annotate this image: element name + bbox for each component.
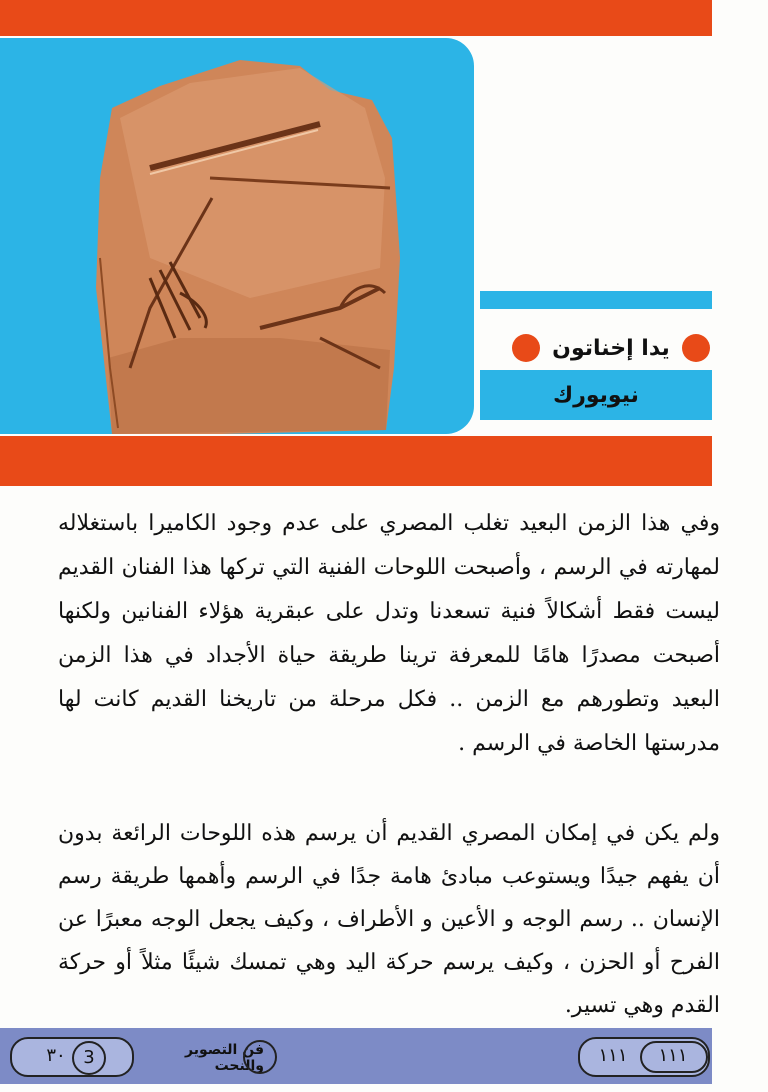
- orange-divider-band: [0, 436, 712, 486]
- caption-location: نيويورك: [553, 382, 639, 408]
- body-paragraph-2: ولم يكن في إمكان المصري القديم أن يرسم هذه اللوحات الرائعة بدون أن يفهم جيدًا ويستوعب مبادئ هامة جدًا في الرسم وأهمها طريقة رسم الإنسان .. رسم الوجه و الأعين و الأطراف ، وكيف يجعل الوجه معبرًا عن الفرح أو الحزن ، وكيف يرسم حركة اليد وهي تمسك شيئًا مثلاً أو حركة القدم وهي تسير.: [58, 821, 720, 1018]
- page-number-left-badge: [10, 1037, 134, 1077]
- page-number-right-a: ١١١: [598, 1045, 628, 1066]
- book-title: فن التصوير والنحت: [185, 1042, 264, 1074]
- footer-bar: [0, 1028, 712, 1084]
- chapter-number: 3: [72, 1041, 106, 1075]
- top-orange-bar: [0, 0, 712, 36]
- page-number-right-badge: [578, 1037, 710, 1077]
- caption-location-box: [480, 370, 712, 420]
- body-paragraph-1: وفي هذا الزمن البعيد تغلب المصري على عدم وجود الكاميرا باستغلاله لمهارته في الرسم ، وأصبحت اللوحات الفنية التي تركها هذا الفنان القديم ليست فقط أشكالاً فنية تسعدنا وتدل على عبقرية هؤلاء الفنانين ولكنها أصبحت مصدرًا هامًا للمعرفة ترينا طريقة حياة الأجداد في هذا الزمن البعيد وتطورهم مع الزمن .. فكل مرحلة من تاريخنا القديم كانت لها مدرستها الخاصة في الرسم .: [58, 511, 720, 756]
- stone-relief-image: [0, 38, 474, 434]
- caption-top-strip: [480, 291, 712, 309]
- caption-title: يدا إخناتون: [552, 335, 670, 361]
- page-number-left: ٣٠: [46, 1045, 66, 1066]
- page-number-right-b: ١١١: [658, 1045, 688, 1066]
- orange-dot-icon: [512, 334, 540, 362]
- photo-panel: [0, 38, 474, 434]
- caption-title-row: [510, 322, 712, 374]
- orange-dot-icon: [682, 334, 710, 362]
- footer-circle-icon: [243, 1040, 277, 1074]
- page-number-right-inner: [640, 1041, 708, 1073]
